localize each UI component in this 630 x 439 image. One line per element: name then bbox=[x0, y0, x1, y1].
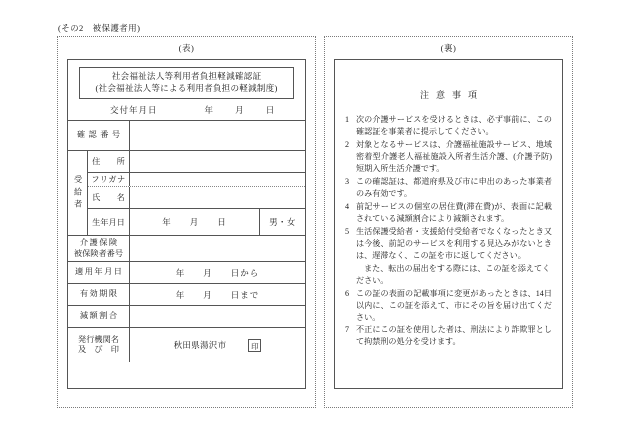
note-item bbox=[345, 201, 552, 225]
back-side-panel bbox=[324, 36, 573, 408]
subrow-birthdate bbox=[88, 209, 305, 235]
subrow-furigana bbox=[88, 173, 305, 187]
note-number: 1 bbox=[345, 115, 350, 124]
confirm-number-label: 確認番号 bbox=[68, 121, 130, 150]
subrow-address bbox=[88, 151, 305, 173]
note-number: 7 bbox=[345, 325, 350, 335]
notes-title: 注意事項 bbox=[419, 90, 484, 100]
reduction-rate-value[interactable] bbox=[130, 306, 305, 327]
note-text: 前記サービスの個室の居住費(滞在費)が、表面に記載されている減額割合により減額されます。 bbox=[356, 201, 552, 223]
apply-date-label: 適用年月日 bbox=[68, 262, 130, 283]
note-item bbox=[345, 288, 552, 324]
note-item bbox=[345, 114, 552, 138]
note-text: この証の表面の記載事項に変更があったときは、14日以内に、この証を添えて、市にその旨を届け出てください。 bbox=[356, 288, 552, 322]
subrow-name bbox=[88, 187, 305, 209]
birth-year-marker: 年 bbox=[162, 217, 172, 228]
note-number: 6 bbox=[345, 288, 350, 298]
row-issuer bbox=[68, 328, 305, 362]
apply-year-marker: 年 bbox=[175, 267, 186, 278]
birthdate-label: 生年月日 bbox=[88, 209, 130, 235]
issue-date-label: 交付年月日 bbox=[110, 104, 158, 115]
name-label: 氏 名 bbox=[88, 187, 130, 208]
certificate-title-frame bbox=[79, 67, 294, 99]
note-number: 4 bbox=[345, 201, 350, 211]
confirm-number-value[interactable] bbox=[130, 121, 305, 150]
note-number: 3 bbox=[345, 176, 350, 186]
expiry-month-marker: 月 bbox=[203, 289, 213, 300]
name-value[interactable] bbox=[130, 187, 305, 208]
issue-year-marker: 年 bbox=[204, 104, 215, 115]
reduction-rate-label: 減額割合 bbox=[68, 306, 130, 327]
expiry-day-suffix: 日まで bbox=[230, 289, 260, 300]
front-side-label: (表) bbox=[178, 43, 195, 53]
expiry-date-label: 有効期限 bbox=[68, 284, 130, 305]
birthdate-value[interactable] bbox=[130, 209, 259, 235]
seal-stamp-box[interactable]: 印 bbox=[248, 339, 261, 352]
row-apply-date bbox=[68, 262, 305, 284]
insurance-number-label: 介護保険 被保険者番号 bbox=[68, 236, 130, 261]
issuer-value[interactable] bbox=[130, 328, 305, 362]
note-item bbox=[345, 139, 552, 175]
sheet-caption: (その2 被保護者用) bbox=[58, 23, 141, 33]
sex-selector[interactable]: 男・女 bbox=[259, 209, 305, 235]
birth-month-marker: 月 bbox=[189, 217, 200, 228]
note-item bbox=[345, 324, 552, 348]
note-item bbox=[345, 226, 552, 262]
issue-date-fields bbox=[205, 104, 276, 116]
certificate-field-grid bbox=[68, 121, 305, 388]
recipient-label: 受給者 bbox=[68, 151, 88, 235]
expiry-date-value[interactable] bbox=[130, 284, 305, 305]
issuer-organization-name: 秋田県湯沢市 bbox=[173, 340, 227, 351]
certificate-table bbox=[67, 59, 306, 389]
row-expiry-date bbox=[68, 284, 305, 306]
furigana-value[interactable] bbox=[130, 173, 305, 186]
row-insurance-number bbox=[68, 236, 305, 262]
address-label: 住 所 bbox=[88, 151, 130, 172]
apply-month-marker: 月 bbox=[203, 267, 213, 278]
note-number: 5 bbox=[345, 226, 350, 236]
row-recipient bbox=[68, 151, 305, 236]
address-value[interactable] bbox=[130, 151, 305, 172]
issue-day-marker: 日 bbox=[265, 104, 276, 115]
note-continuation: また、転出の届出をする際には、この証を添えてください。 bbox=[356, 263, 551, 285]
furigana-label: フリガナ bbox=[88, 173, 130, 186]
note-text: この確認証は、都道府県及び市に申出のあった事業者のみ有効です。 bbox=[356, 176, 552, 198]
form-panels bbox=[57, 36, 573, 408]
insurance-number-value[interactable] bbox=[130, 236, 305, 261]
certificate-title-main: 社会福祉法人等利用者負担軽減確認証 bbox=[111, 71, 262, 81]
expiry-year-marker: 年 bbox=[175, 289, 186, 300]
issue-date-row bbox=[68, 99, 305, 121]
certificate-title-sub: (社会福祉法人等による利用者負担の軽減制度) bbox=[95, 82, 278, 93]
note-text: 不正にこの証を使用した者は、刑法により詐欺罪として拘禁刑の処分を受けます。 bbox=[356, 325, 552, 347]
recipient-fields bbox=[88, 151, 305, 235]
notes-table bbox=[334, 59, 563, 389]
apply-day-suffix: 日から bbox=[230, 267, 260, 278]
note-text: 次の介護サービスを受けるときは、必ず事前に、この確認証を事業者に提示してください。 bbox=[356, 115, 552, 136]
front-side-panel bbox=[57, 36, 316, 408]
note-text: 生活保護受給者・支援給付受給者でなくなったとき又は今後、前記のサービスを利用する見込みがないときは、遅滞なく、この証を市に返してください。 bbox=[356, 226, 552, 260]
row-confirm-number bbox=[68, 121, 305, 151]
row-reduction-rate bbox=[68, 306, 305, 328]
birth-day-marker: 日 bbox=[217, 217, 227, 228]
back-side-label: (裏) bbox=[440, 43, 457, 53]
note-text: 対象となるサービスは、介護福祉施設サービス、地域密着型介護老人福祉施設入所者生活介護、(介護予防)短期入所生活介護です。 bbox=[356, 139, 552, 173]
apply-date-value[interactable] bbox=[130, 262, 305, 283]
issuer-label: 発行機関名 及 び 印 bbox=[68, 328, 130, 362]
note-number: 2 bbox=[345, 139, 350, 149]
issue-month-marker: 月 bbox=[235, 104, 245, 115]
note-item bbox=[345, 176, 552, 200]
